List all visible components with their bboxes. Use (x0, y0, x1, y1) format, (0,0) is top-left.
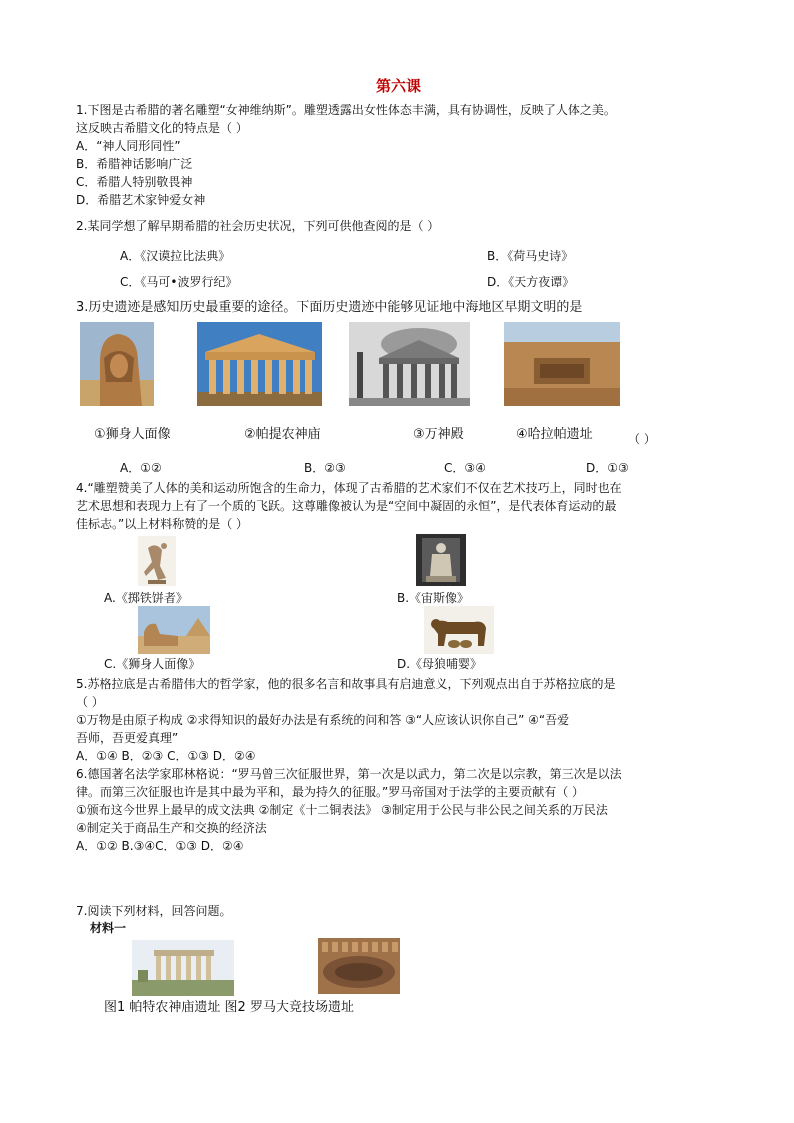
q4-option-a: A.《掷铁饼者》 (104, 591, 188, 605)
q2-option-a: A．《汉谟拉比法典》 (120, 249, 231, 263)
q6-stem-line2: 律。而第三次征服也许是其中最为平和，最为持久的征服。”罗马帝国对于法学的主要贡献有（ ） (76, 785, 585, 799)
q1-stem-line1: 1.下图是古希腊的著名雕塑“女神维纳斯”。雕塑透露出女性体态丰满，具有协调性，反映了人体之美。 (76, 103, 616, 117)
colosseum-photo (318, 938, 400, 994)
q4-option-c: C.《狮身人面像》 (104, 657, 201, 671)
q4-stem-line3: 佳标志。”以上材料称赞的是（ ） (76, 517, 249, 531)
parthenon-ruins-photo (132, 940, 234, 996)
q2-stem: 2.某同学想了解早期希腊的社会历史状况，下列可供他查阅的是（ ） (76, 219, 440, 233)
q1-option-b: B．希腊神话影响广泛 (76, 157, 193, 171)
q3-option-c: C．③④ (444, 461, 486, 475)
q6-options: A．①② B.③④C．①③ D．②④ (76, 839, 244, 853)
harappa-photo (504, 322, 620, 406)
q7-stem: 7.阅读下列材料，回答问题。 (76, 904, 232, 918)
q3-option-a: A．①② (120, 461, 162, 475)
q3-caption-4: ④哈拉帕遗址 (516, 427, 593, 442)
q4-option-b: B.《宙斯像》 (397, 591, 470, 605)
q3-caption-1: ①狮身人面像 (94, 427, 171, 442)
q6-statements-line1: ①颁布这今世界上最早的成文法典 ②制定《十二铜表法》 ③制定用于公民与非公民之间关系的万民法 (76, 803, 608, 817)
q5-options: A．①④ B．②③ C．①③ D．②④ (76, 749, 256, 763)
q1-option-c: C．希腊人特别敬畏神 (76, 175, 193, 189)
q6-statements-line2: ④制定关于商品生产和交换的经济法 (76, 821, 267, 835)
parthenon-photo (197, 322, 322, 406)
q7-figure-captions: 图1 帕特农神庙遗址 图2 罗马大竞技场遗址 (104, 1000, 354, 1015)
q4-stem-line2: 艺术思想和表现力上有了一个质的飞跃。这尊雕像被认为是“空间中凝固的永恒”，是代表体育运动的最 (76, 499, 617, 513)
pantheon-photo (349, 322, 470, 406)
q1-option-a: A．“神人同形同性” (76, 139, 181, 153)
q5-stem: 5.苏格拉底是古希腊伟大的哲学家，他的很多名言和故事具有启迪意义，下列观点出自于苏格拉底的是 (76, 677, 616, 691)
q5-statements-line1: ①万物是由原子构成 ②求得知识的最好办法是有系统的问和答 ③“人应该认识你自己” ④“吾爱 (76, 713, 570, 727)
discobolus-photo (138, 536, 176, 586)
q1-option-d: D．希腊艺术家钟爱女神 (76, 193, 206, 207)
q6-stem-line1: 6.德国著名法学家耶林格说：“罗马曾三次征服世界，第一次是以武力，第二次是以宗教，第三次是以法 (76, 767, 622, 781)
q2-option-c: C．《马可•波罗行纪》 (120, 275, 238, 289)
q7-material-heading: 材料一 (90, 921, 127, 935)
sphinx-photo (80, 322, 154, 406)
q3-option-d: D．①③ (586, 461, 629, 475)
q3-option-b: B．②③ (304, 461, 346, 475)
q1-stem-line2: 这反映古希腊文化的特点是（ ） (76, 121, 248, 135)
q2-option-d: D．《天方夜谭》 (487, 275, 575, 289)
sphinx-small-photo (138, 606, 210, 654)
q5-answer-bracket: （ ） (76, 695, 104, 709)
q5-statements-line2: 吾师，吾更爱真理” (76, 731, 179, 745)
q2-option-b: B．《荷马史诗》 (487, 249, 574, 263)
zeus-statue-photo (416, 534, 466, 586)
q3-stem: 3.历史遗迹是感知历史最重要的途径。下面历史遗迹中能够见证地中海地区早期文明的是 (76, 300, 583, 315)
q3-caption-3: ③万神殿 (413, 427, 464, 442)
q4-option-d: D.《母狼哺婴》 (397, 657, 483, 671)
she-wolf-photo (424, 606, 494, 654)
q3-answer-bracket: （ ） (628, 432, 656, 446)
q4-stem-line1: 4.“雕塑赞美了人体的美和运动所饱含的生命力，体现了古希腊的艺术家们不仅在艺术技巧上，同时也在 (76, 481, 622, 495)
q3-caption-2: ②帕提农神庙 (244, 427, 321, 442)
page-title: 第六课 (376, 77, 422, 95)
